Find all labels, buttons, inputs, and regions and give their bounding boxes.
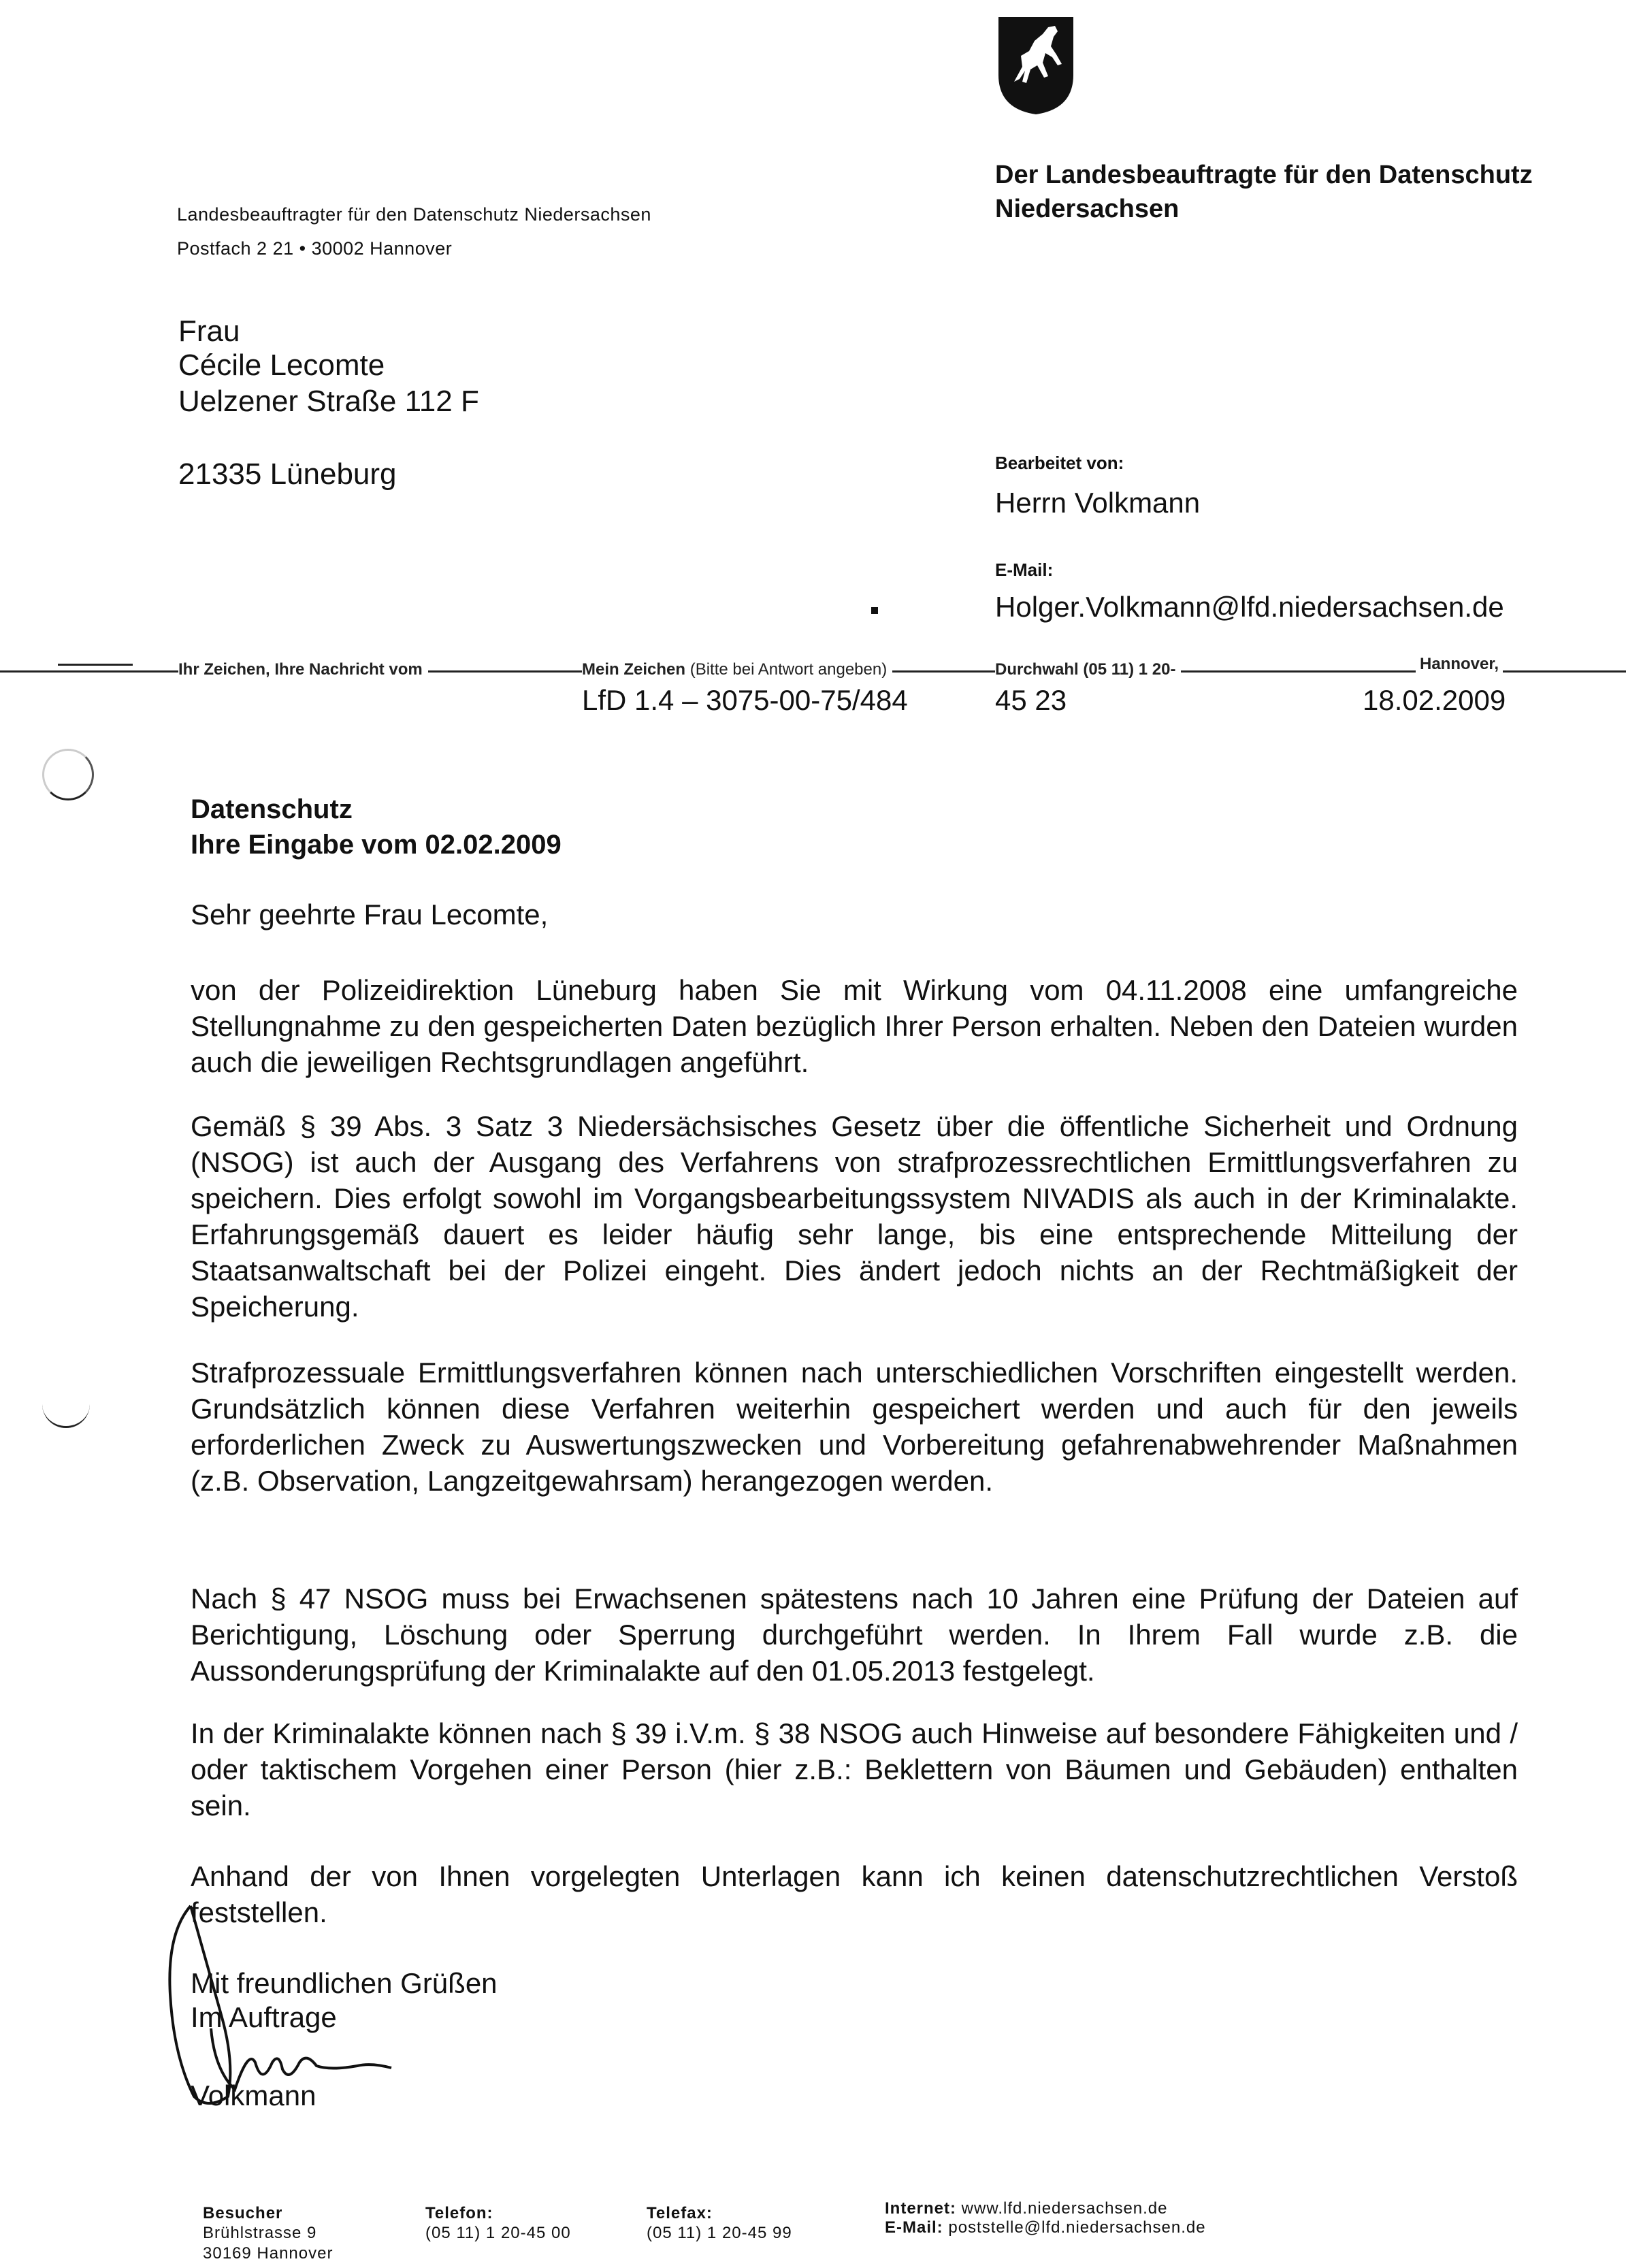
- paragraph: In der Kriminalakte können nach § 39 i.V.m. § 38 NSOG auch Hinweise auf besondere Fähigkeiten und / oder taktischem Vorgehen einer Person (hier z.B.: Beklettern von Bäumen und Gebäuden) enthalten sein.: [191, 1717, 1518, 1821]
- closing-name: Volkmann: [191, 2079, 316, 2111]
- authority-line-2: Niedersachsen: [995, 195, 1180, 223]
- footer-visitor-street: Brühlstrasse 9: [203, 2224, 317, 2242]
- my-reference-label: [582, 660, 892, 679]
- my-reference-note: (Bitte bei Antwort angeben): [689, 660, 888, 679]
- extension-label: Durchwahl (05 11) 1 20-: [995, 660, 1181, 679]
- footer-phone-label: Telefon:: [425, 2204, 493, 2222]
- paragraph: Anhand der von Ihnen vorgelegten Unterlagen kann ich keinen datenschutzrechtlichen Verstoß feststellen.: [191, 1860, 1518, 1928]
- punch-hole-mark: [42, 1402, 90, 1428]
- footer-internet: [885, 2199, 1168, 2219]
- footer-phone-value: (05 11) 1 20-45 00: [425, 2224, 571, 2242]
- footer-internet-value: www.lfd.niedersachsen.de: [961, 2199, 1168, 2218]
- footer-visitor-city: 30169 Hannover: [203, 2244, 334, 2263]
- date-value: 18.02.2009: [1363, 684, 1506, 716]
- footer-fax-label: Telefax:: [647, 2204, 713, 2222]
- fold-mark: [58, 664, 133, 666]
- my-reference-value: LfD 1.4 – 3075-00-75/484: [582, 684, 908, 716]
- paragraph: von der Polizeidirektion Lüneburg haben Sie mit Wirkung vom 04.11.2008 eine umfangreiche Stellungnahme zu den gespeicherten Daten bezüglich Ihrer Person erhalten. Neben den Dateien wurden auch die jeweiligen Rechtsgrundlagen angeführt.: [191, 974, 1518, 1078]
- paragraph: Gemäß § 39 Abs. 3 Satz 3 Niedersächsisches Gesetz über die öffentliche Sicherheit und Ordnung (NSOG) ist auch der Ausgang des Verfahrens von strafprozessrechtlichen Ermittlungsverfahren zu speichern. Dies erfolgt sowohl im Vorgangsbearbeitungssystem NIVADIS als auch in der Kriminalakte. Erfahrungsgemäß dauert es leider häufig sehr lange, bis eine entsprechende Mitteilung der Staatsanwaltschaft bei der Polizei eingeht. Dies ändert jedoch nichts an der Rechtmäßigkeit der Speicherung.: [191, 1110, 1518, 1323]
- email-value: Holger.Volkmann@lfd.niedersachsen.de: [995, 591, 1504, 623]
- authority-line-1: Der Landesbeauftragte für den Datenschutz: [995, 161, 1533, 189]
- your-reference-label: Ihr Zeichen, Ihre Nachricht vom: [178, 660, 428, 679]
- recipient-salutation: Frau: [178, 314, 240, 348]
- punch-hole-mark: [42, 749, 94, 800]
- paragraph: Strafprozessuale Ermittlungsverfahren können nach unterschiedlichen Vorschriften eingestellt werden. Grundsätzlich können diese Verfahren weiterhin gespeichert werden und auch für den jeweils erforderlichen Zweck zu Auswertungszwecken und Vorbereitung gefahrenabwehrender Maßnahmen (z.B. Observation, Langzeitgewahrsam) herangezogen werden.: [191, 1357, 1518, 1497]
- closing-greeting: Mit freundlichen Grüßen: [191, 1967, 498, 1999]
- recipient-name: Cécile Lecomte: [178, 349, 385, 382]
- footer-internet-label: Internet:: [885, 2199, 956, 2218]
- salutation: Sehr geehrte Frau Lecomte,: [191, 898, 549, 930]
- extension-value: 45 23: [995, 684, 1067, 716]
- footer-fax-value: (05 11) 1 20-45 99: [647, 2224, 792, 2242]
- email-label: E-Mail:: [995, 560, 1054, 580]
- sender-name: Landesbeauftragter für den Datenschutz Niedersachsen: [177, 204, 651, 225]
- subject: [191, 792, 562, 862]
- footer-email-value: poststelle@lfd.niedersachsen.de: [948, 2218, 1206, 2237]
- recipient-street: Uelzener Straße 112 F: [178, 385, 479, 418]
- subject-line-2: Ihre Eingabe vom 02.02.2009: [191, 830, 562, 860]
- footer-visitor-label: Besucher: [203, 2204, 283, 2222]
- closing-on-behalf: Im Auftrage: [191, 2001, 337, 2033]
- place-label: Hannover,: [1416, 655, 1503, 674]
- scan-dot: [871, 607, 878, 614]
- footer-email: [885, 2218, 1206, 2238]
- handled-by-value: Herrn Volkmann: [995, 487, 1201, 519]
- paragraph: Nach § 47 NSOG muss bei Erwachsenen spätestens nach 10 Jahren eine Prüfung der Dateien auf Berichtigung, Löschung oder Sperrung durchgeführt werden. In Ihrem Fall wurde z.B. die Aussonderungsprüfung der Kriminalakte auf den 01.05.2013 festgelegt.: [191, 1583, 1518, 1687]
- state-coat-of-arms-logo: [995, 14, 1077, 116]
- recipient-city: 21335 Lüneburg: [178, 457, 397, 491]
- subject-line-1: Datenschutz: [191, 794, 353, 824]
- my-reference-title: Mein Zeichen: [582, 660, 686, 679]
- authority-heading: [995, 158, 1533, 226]
- footer-email-label: E-Mail:: [885, 2218, 943, 2237]
- sender-postbox: Postfach 2 21 • 30002 Hannover: [177, 238, 453, 259]
- handled-by-label: Bearbeitet von:: [995, 453, 1124, 473]
